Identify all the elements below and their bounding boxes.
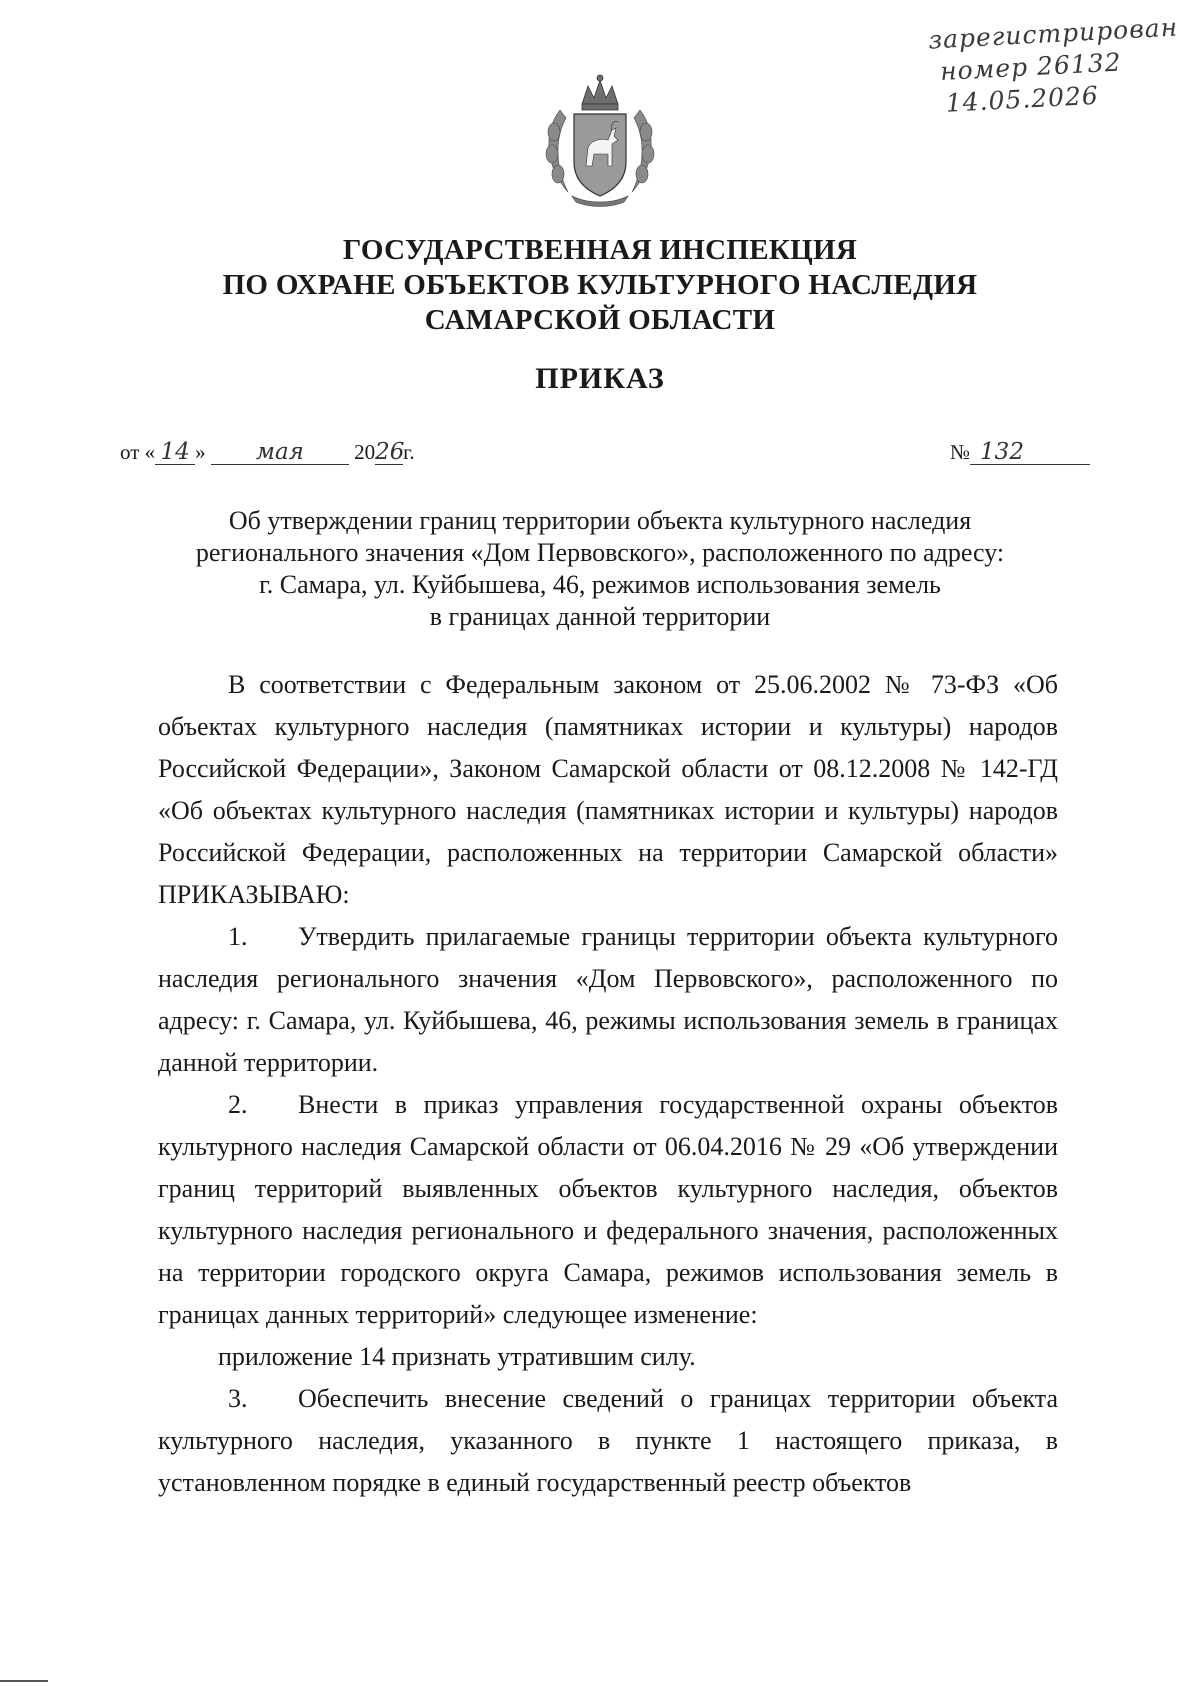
item-text: Внести в приказ управления государственной охраны объектов культурного наследия Самарской области от 06.04.2016 № 29 «Об утверждении границ территорий выявленных объектов культурного наследия, объектов культурного наследия регионального и федерального значения, расположенных на территории городского округа Самара, режимов использования земель в границах данных территорий» следующее изменение:	[158, 1090, 1058, 1329]
order-body	[158, 664, 1058, 1504]
handwritten-note-line: номер 26132	[939, 47, 1123, 86]
date-prefix: от «	[120, 440, 156, 464]
date-year-prefix: 20	[354, 440, 376, 464]
subject-line: в границах данной территории	[429, 602, 771, 631]
subject-line: регионального значения «Дом Первовского», расположенного по адресу:	[195, 538, 1005, 567]
coat-of-arms-icon	[538, 70, 662, 210]
org-line: ГОСУДАРСТВЕННАЯ ИНСПЕКЦИЯ	[342, 234, 858, 266]
item-number: 3.	[228, 1384, 248, 1413]
handwritten-registration-note	[928, 12, 1183, 121]
preamble-paragraph: В соответствии с Федеральным законом от 25.06.2002 № 73-ФЗ «Об объектах культурного наследия (памятниках истории и культуры) народов Российской Федерации», Законом Самарской области от 08.12.2008 № 142-ГД «Об объектах культурного наследия (памятниках истории и культуры) народов Российской Федерации, расположенных на территории Самарской области» ПРИКАЗЫВАЮ:	[158, 670, 1058, 909]
org-line: ПО ОХРАНЕ ОБЪЕКТОВ КУЛЬТУРНОГО НАСЛЕДИЯ	[222, 269, 978, 301]
subject-line: Об утверждении границ территории объекта культурного наследия	[228, 506, 972, 535]
order-item-2	[158, 1084, 1058, 1336]
number-label: №	[950, 440, 971, 464]
item-text: Утвердить прилагаемые границы территории объекта культурного наследия регионального значения «Дом Первовского», расположенного по адресу: г. Самара, ул. Куйбышева, 46, режимы использования земель в границах данной территории.	[158, 922, 1058, 1077]
item-number: 2.	[228, 1090, 248, 1119]
item-text: Обеспечить внесение сведений о границах территории объекта культурного наследия, указанного в пункте 1 настоящего приказа, в установленном порядке в единый государственный реестр объектов	[158, 1384, 1058, 1497]
number-value: 132	[970, 440, 1090, 465]
handwritten-note-line: 14.05.2026	[945, 80, 1100, 118]
org-line: САМАРСКОЙ ОБЛАСТИ	[424, 304, 776, 336]
order-subject	[140, 505, 1060, 633]
organization-name	[160, 233, 1040, 338]
document-type-title: ПРИКАЗ	[535, 362, 665, 395]
order-number	[950, 440, 1090, 465]
date-month: мая	[211, 440, 349, 465]
handwritten-note-line: зарегистрирован	[927, 12, 1179, 55]
date-year-suffix: 26	[375, 439, 405, 465]
date-day: 14	[155, 440, 195, 465]
date-year-end: г.	[403, 440, 415, 464]
order-item-1	[158, 916, 1058, 1084]
order-item-3	[158, 1378, 1058, 1504]
subject-line: г. Самара, ул. Куйбышева, 46, режимов использования земель	[259, 570, 941, 599]
order-date	[120, 440, 415, 465]
order-item-2-subclause: приложение 14 признать утратившим силу.	[218, 1342, 696, 1371]
page-edge-mark	[0, 1680, 48, 1682]
date-quote-close: »	[195, 440, 206, 464]
item-number: 1.	[228, 922, 248, 951]
